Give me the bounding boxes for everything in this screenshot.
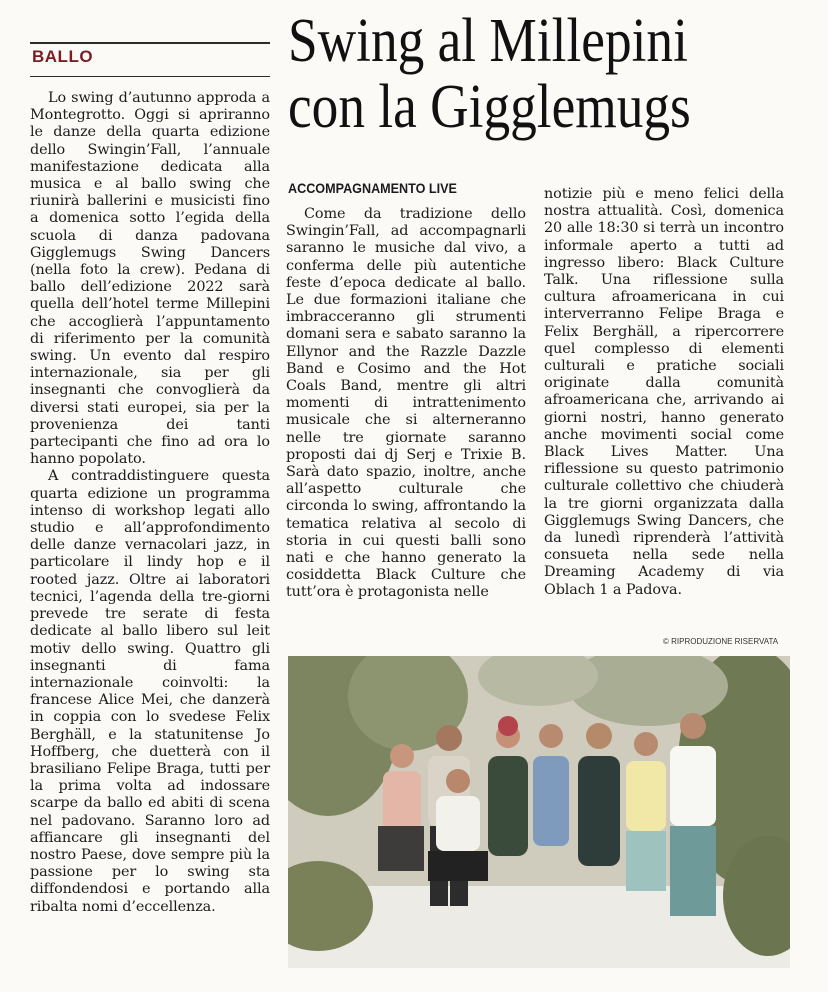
paragraph: Come da tradizione dello Swingin’Fall, ad accompagnarli saranno le musiche dal vivo, a conferma delle più autentiche feste d’epoca dedicate al ballo. Le due formazioni italiane che imbracceranno gli strumenti domani sera e sabato saranno la Ellynor and the Razzle Dazzle Band e Cosimo and the Hot Coals Band, mentre gli altri momenti di intrattenimento musicale che si alterneranno nelle tre giornate saranno proposti dai dj Serj e Trixie B. Sarà dato spazio, inoltre, anche all’aspetto culturale che circonda lo swing, affrontando la tematica relativa al secolo di storia in cui questi balli sono nati e che hanno generato la cosiddetta Black Culture che tutt’ora è protagonista nelle bbox=[286, 206, 526, 601]
subheading: ACCOMPAGNAMENTO LIVE bbox=[288, 180, 457, 196]
article-column-2 bbox=[286, 206, 526, 602]
article-headline bbox=[288, 8, 735, 140]
headline-line-2: con la Gigglemugs bbox=[288, 73, 691, 141]
section-rule-top bbox=[30, 42, 270, 44]
paragraph: notizie più e meno felici della nostra attualità. Così, domenica 20 alle 18:30 si terrà un incontro informale aperto a tutti ad ingresso libero: Black Culture Talk. Una riflessione sulla cultura afroamericana in cui interverranno Felipe Braga e Felix Berghäll, a ripercorrere quel complesso di elementi culturali e pratiche sociali originate dalla comunità afroamericana che, arrivando ai giorni nostri, hanno generato anche movimenti social come Black Lives Matter. Una riflessione su questo patrimonio culturale collettivo che chiuderà la tre giorni organizzata dalla Gigglemugs Swing Dancers, che da lunedì riprenderà l’attività consueta nella sede nella Dreaming Academy di via Oblach 1 a Padova. bbox=[544, 186, 784, 598]
paragraph: A contraddistinguere questa quarta edizione un programma intenso di workshop legati allo studio e all’approfondimento delle danze vernacolari jazz, in particolare il lindy hop e il rooted jazz. Oltre ai laboratori tecnici, l’agenda della tre-giorni prevede tre serate di festa dedicate al ballo libero sul leit motiv dello swing. Quattro gli insegnanti di fama internazionale coinvolti: la francese Alice Mei, che danzerà in coppia con lo svedese Felix Berghäll, e la statunitense Jo Hoffberg, che duetterà con il brasiliano Felipe Braga, tutti per la prima volta ad indossare scarpe da ballo ed abiti di scena nel padovano. Saranno loro ad affiancare gli insegnanti del nostro Paese, dove sempre più la passione per lo swing sta diffondendosi e portando alla ribalta nomi d’eccellenza. bbox=[30, 468, 270, 915]
headline-line-1: Swing al Millepini bbox=[288, 7, 688, 75]
section-label: BALLO bbox=[32, 47, 94, 66]
group-photo bbox=[288, 656, 790, 968]
copyright-note: © RIPRODUZIONE RISERVATA bbox=[663, 637, 779, 646]
section-rule-bottom bbox=[30, 76, 270, 77]
photo-illustration bbox=[288, 656, 790, 968]
article-column-3 bbox=[544, 186, 784, 599]
article-column-1 bbox=[30, 90, 270, 916]
paragraph: Lo swing d’autunno approda a Montegrotto. Oggi si apriranno le danze della quarta edizione dello Swingin’Fall, l’annuale manifestazione dedicata alla musica e al ballo swing che riunirà ballerini e musicisti fino a domenica sotto l’egida della scuola di danza padovana Gigglemugs Swing Dancers (nella foto la crew). Pedana di ballo dell’edizione 2022 sarà quella dell’hotel terme Millepini che accoglierà l’appuntamento di riferimento per la comunità swing. Un evento dal respiro internazionale, sia per gli insegnanti che convoglierà da diversi stati europei, sia per la provenienza dei tanti partecipanti che fino ad ora lo hanno popolato. bbox=[30, 90, 270, 468]
